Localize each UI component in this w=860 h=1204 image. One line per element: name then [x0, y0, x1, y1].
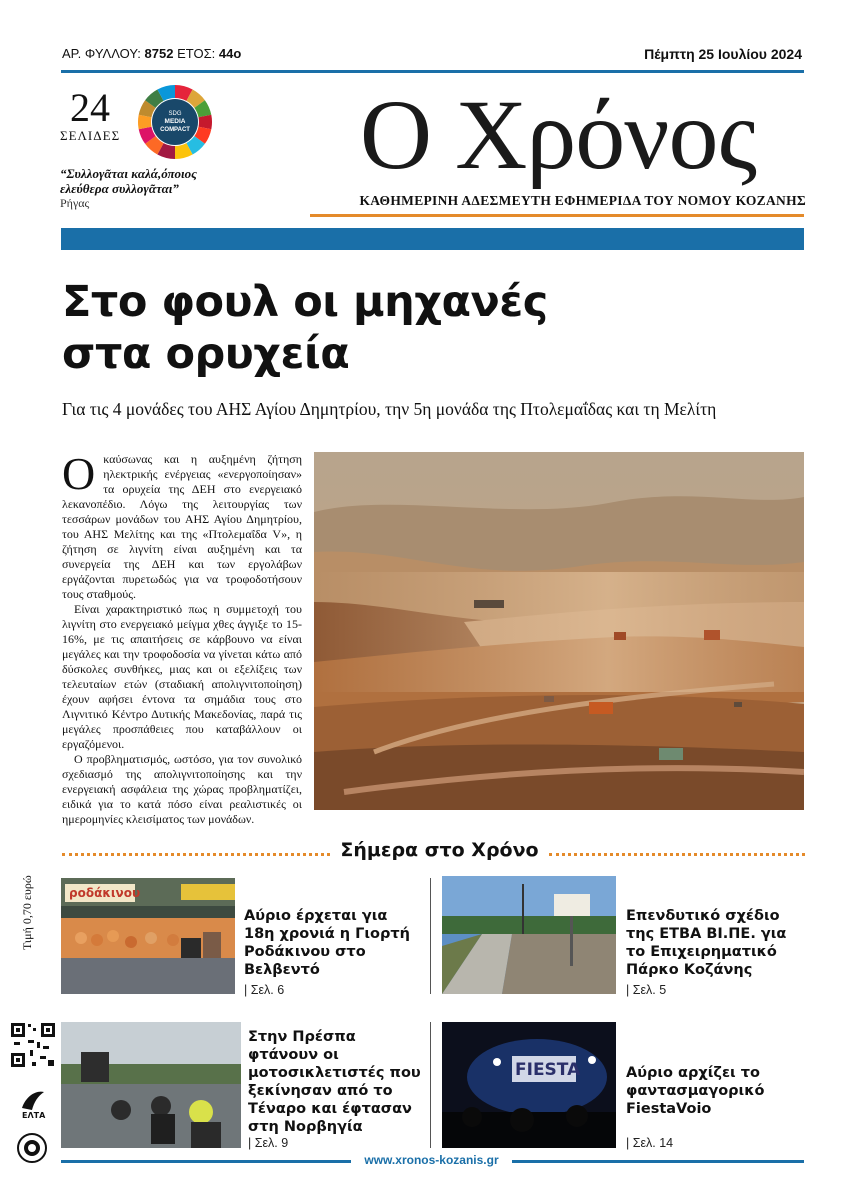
fiesta-banner-text: FIESTA — [515, 1060, 581, 1080]
teaser-3-page: | Σελ. 9 — [248, 1136, 289, 1150]
issue-info — [62, 46, 241, 61]
section-heading-today — [62, 838, 805, 868]
masthead-title: Ο Χρόνος — [359, 79, 757, 190]
lead-subheadline: Για τις 4 μονάδες του ΑΗΣ Αγίου Δημητρίου, την 5η μονάδα της Πτολεμαΐδας και τη Μελίτη — [62, 399, 717, 419]
issue-label: ΑΡ. ΦΥΛΛΟΥ: — [62, 46, 141, 61]
orange-rule — [310, 214, 804, 217]
article-paragraph-2: Είναι χαρακτηριστικό πως η συμμετοχή του λιγνίτη στο ενεργειακό μείγμα χθες άγγιξε το 15-16%, με τις απαιτήσεις σε κάρβουνο να είναι μεγάλες και την τροφοδοσία να γίνεται κάτω από δύσκολες συνθήκες, μιας και οι εξελίξεις των τελευταίων ετών (σταδιακή απολιγνιτοποίηση) έχουν αφήσει έντονα τα σημάδια τους στο Λιγνιτικό Κέντρο Δυτικής Μακεδονίας, παρά τις μεγάλες προσπάθειες που καταβάλλουν οι εργαζόμενοι. — [62, 602, 302, 751]
lead-headline-line-1: Στο φουλ οι μηχανές — [62, 277, 548, 327]
elta-postal-logo — [18, 1086, 48, 1120]
motto-text: “Συλλογᾶται καλά,όποιος ελεύθερα συλλογᾶται” — [60, 166, 197, 196]
pages-label: ΣΕΛΙΔΕΣ — [60, 128, 121, 143]
article-paragraph-1 — [62, 448, 302, 602]
fiestavoio-concert-photo[interactable] — [442, 1022, 616, 1148]
motto — [60, 166, 245, 211]
footer-rule-right — [512, 1160, 804, 1163]
teaser-3-title[interactable]: Στην Πρέσπα φτάνουν οι μοτοσικλετιστές που ξεκίνησαν από το Τέναρο και έφτασαν στη Νορβηγία — [248, 1029, 421, 1135]
lead-headline-line-2: στα ορυχεία — [62, 329, 350, 379]
publication-date: Πέμπτη 25 Ιουλίου 2024 — [644, 46, 802, 62]
blue-band — [61, 228, 804, 250]
teaser-divider-bottom — [430, 1022, 431, 1148]
lead-article-body — [62, 448, 302, 827]
pages-number: 24 — [70, 85, 110, 130]
year-number: 44ο — [218, 46, 242, 61]
dotted-rule-right — [549, 853, 805, 856]
footer-rule-left — [61, 1160, 351, 1163]
sdg-logo-text-2: MEDIA — [164, 118, 186, 125]
industrial-park-road-photo[interactable] — [442, 876, 616, 994]
motto-author: Ρήγας — [60, 196, 90, 210]
pages-count — [60, 85, 121, 144]
price-label: Τιμή 0,70 ευρώ — [20, 875, 34, 950]
sdg-logo-text-3: COMPACT — [160, 127, 190, 133]
article-paragraph-3: Ο προβληματισμός, ωστόσο, για τον συνολικό σχεδιασμό της απολιγνιτοποίησης και την ενεργειακή ασφάλεια της χώρας προβληματίζει, ειδικά για το κατά πόσο είναι ρεαλιστικές οι ημερομηνίες κλεισίματος των μονάδων. — [62, 752, 302, 826]
teaser-4-page: | Σελ. 14 — [626, 1136, 674, 1150]
teaser-1-page: | Σελ. 6 — [244, 983, 285, 997]
dropcap: Ο — [62, 448, 96, 499]
year-label: ΕΤΟΣ: — [177, 46, 216, 61]
article-paragraph-1-text: καύσωνας και η αυξημένη ζήτηση ηλεκτρικής ενέργειας «ενεργοποίησαν» τα ορυχεία της ΔΕΗ στο ενεργειακό λεκανοπέδιο. Λόγω της λειτουργίας των τεσσάρων μονάδων του ΑΗΣ Αγίου Δημητρίου, του ΑΗΣ Μελίτης και της «Πτολεμαΐδα V», η ζήτηση σε λιγνίτη είναι αυξημένη και τα συνεργεία της ΔΕΗ και των εργολάβων εργάζονται πυρετωδώς για να τροφοδοτήσουν τους σταθμούς. — [62, 452, 302, 601]
sdg-logo-text-1: SDG — [168, 111, 182, 117]
association-seal-icon — [16, 1132, 48, 1164]
top-rule — [61, 70, 804, 73]
teaser-2-title[interactable]: Επενδυτικό σχέδιο της ΕΤΒΑ ΒΙ.ΠΕ. για το Επιχειρηματικό Πάρκο Κοζάνης — [626, 908, 787, 978]
teaser-4-title[interactable]: Αύριο αρχίζει το φαντασμαγορικό FiestaVoio — [626, 1065, 765, 1117]
section-title: Σήμερα στο Χρόνο — [340, 839, 539, 861]
lead-headline[interactable] — [62, 276, 782, 380]
sdg-media-compact-logo — [137, 84, 213, 160]
issue-number: 8752 — [144, 46, 174, 61]
peach-stall-sign-text: ροδάκινου — [69, 886, 141, 900]
qr-code[interactable] — [10, 1022, 56, 1068]
elta-label: ΕΛΤΑ — [22, 1111, 46, 1120]
motorcyclists-photo[interactable] — [61, 1022, 241, 1148]
lignite-mine-photo[interactable] — [314, 452, 804, 810]
teaser-divider-top — [430, 878, 431, 994]
teaser-2-page: | Σελ. 5 — [626, 983, 667, 997]
footer-website-link[interactable]: www.xronos-kozanis.gr — [364, 1153, 499, 1167]
dotted-rule-left — [62, 853, 330, 856]
teaser-1-title[interactable]: Αύριο έρχεται για 18η χρονιά η Γιορτή Ροδάκινου στο Βελβεντό — [244, 908, 410, 978]
masthead-tagline: ΚΑΘΗΜΕΡΙΝΗ ΑΔΕΣΜΕΥΤΗ ΕΦΗΜΕΡΙΔΑ ΤΟΥ ΝΟΜΟΥ ΚΟΖΑΝΗΣ — [359, 193, 806, 208]
peach-festival-photo[interactable] — [61, 878, 235, 994]
